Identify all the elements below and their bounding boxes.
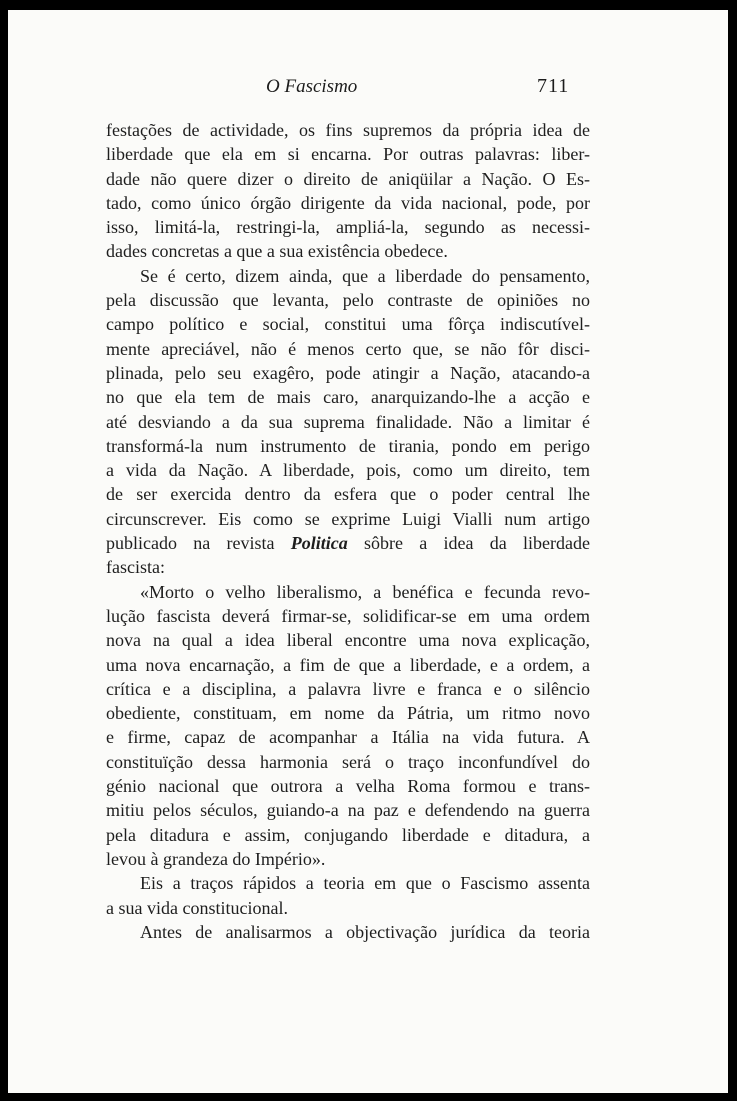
text-line: lução fascista deverá firmar-se, solidificar-se em uma ordem bbox=[106, 605, 590, 626]
text-line: pela discussão que levanta, pelo contraste de opiniões no bbox=[106, 290, 590, 311]
text-line: crítica e a disciplina, a palavra livre e franca e o silêncio bbox=[106, 678, 590, 699]
text-line: campo político e social, constitui uma fôrça indiscutível- bbox=[106, 314, 590, 335]
text-line: tado, como único órgão dirigente da vida nacional, pode, por bbox=[106, 192, 590, 213]
text-line: dades concretas a que a sua existência obedece. bbox=[106, 241, 448, 262]
text-line: isso, limitá-la, restringi-la, ampliá-la, segundo as necessi- bbox=[106, 217, 590, 238]
text-line: plinada, pelo seu exagêro, pode atingir a Nação, atacando-a bbox=[106, 362, 590, 383]
text-line: e firme, capaz de acompanhar a Itália na vida futura. A bbox=[106, 727, 590, 748]
text-line: a vida da Nação. A liberdade, pois, como um direito, tem bbox=[106, 460, 590, 481]
text-line: festações de actividade, os fins supremos da própria idea de bbox=[106, 120, 590, 140]
text-line: no que ela tem de mais caro, anarquizando-lhe a acção e bbox=[106, 387, 590, 408]
journal-title: Politica bbox=[290, 533, 348, 554]
paragraph-start-line: Antes de analisarmos a objectivação jurídica da teoria bbox=[140, 921, 590, 942]
text-line: pela ditadura e assim, conjugando liberdade e ditadura, a bbox=[106, 824, 590, 845]
page-number: 711 bbox=[537, 75, 570, 97]
text-line: levou à grandeza do Império». bbox=[106, 848, 326, 869]
text-fragment: publicado na revista bbox=[106, 533, 291, 554]
text-line: uma nova encarnação, a fim de que a liberdade, e a ordem, a bbox=[106, 654, 590, 675]
text-line: liberdade que ela em si encarna. Por outras palavras: liber- bbox=[106, 144, 590, 165]
text-line: nova na qual a idea liberal encontre uma nova explicação, bbox=[106, 630, 590, 651]
text-line-with-title bbox=[106, 531, 590, 555]
body-text bbox=[106, 118, 590, 944]
book-page bbox=[8, 10, 728, 1093]
text-line: a sua vida constitucional. bbox=[106, 897, 288, 918]
text-line: constituïção dessa harmonia será o traço inconfundível do bbox=[106, 751, 590, 772]
text-line: transformá-la num instrumento de tirania, pondo em perigo bbox=[106, 435, 590, 456]
paragraph-start-line: Se é certo, dizem ainda, que a liberdade do pensamento, bbox=[140, 265, 590, 286]
text-line: génio nacional que outrora a velha Roma formou e trans- bbox=[106, 776, 590, 797]
text-fragment: sôbre a idea da liberdade bbox=[347, 533, 590, 554]
text-line: até desviando a da sua suprema finalidade. Não a limitar é bbox=[106, 411, 590, 432]
text-line: de ser exercida dentro da esfera que o poder central lhe bbox=[106, 484, 590, 505]
text-line: mente apreciável, não é menos certo que, se não fôr disci- bbox=[106, 338, 590, 359]
quote-start-line: «Morto o velho liberalismo, a benéfica e fecunda revo- bbox=[140, 581, 590, 602]
page-header bbox=[8, 72, 728, 104]
text-line: fascista: bbox=[106, 557, 165, 578]
text-line: mitiu pelos séculos, guiando-a na paz e defendendo na guerra bbox=[106, 800, 590, 821]
paragraph-start-line: Eis a traços rápidos a teoria em que o Fascismo assenta bbox=[140, 873, 590, 894]
running-title: O Fascismo bbox=[266, 76, 358, 97]
text-line: circunscrever. Eis como se exprime Luigi Vialli num artigo bbox=[106, 508, 590, 529]
text-line: obediente, constituam, em nome da Pátria, um ritmo novo bbox=[106, 703, 590, 724]
text-line: dade não quere dizer o direito de aniqüilar a Nação. O Es- bbox=[106, 168, 590, 189]
